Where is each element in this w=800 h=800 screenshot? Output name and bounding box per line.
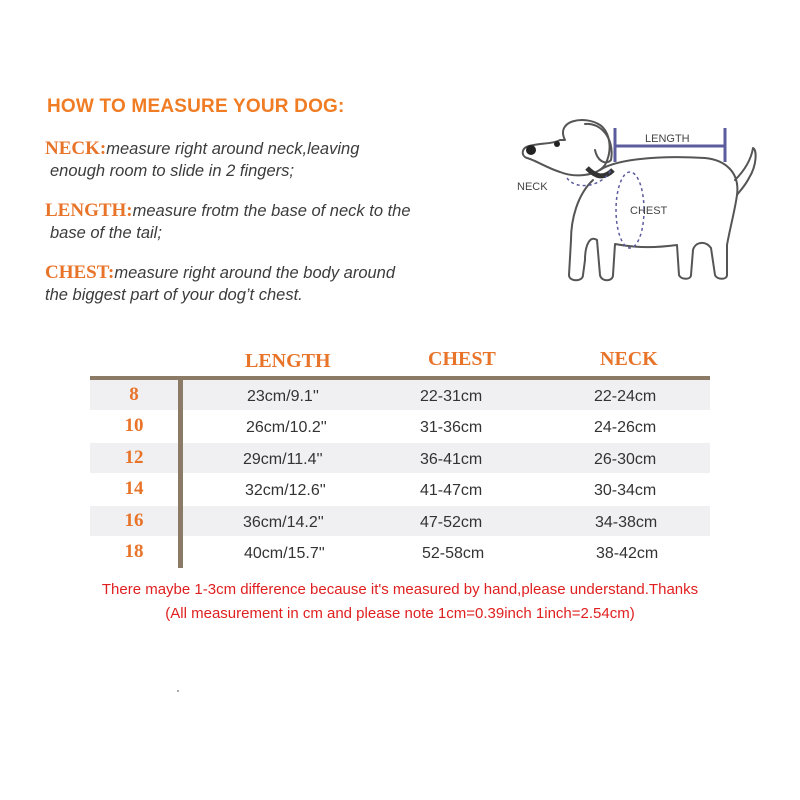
table-divider: [178, 378, 183, 568]
table-row: [90, 411, 710, 441]
neck-text-line2: enough room to slide in 2 fingers;: [50, 162, 294, 180]
table-row: [90, 380, 710, 410]
neck-cell: 38-42cm: [596, 545, 659, 562]
table-row: [90, 474, 710, 504]
chest-cell: 41-47cm: [420, 482, 483, 499]
chest-cell: 31-36cm: [420, 419, 483, 436]
neck-cell: 34-38cm: [595, 514, 658, 531]
chest-text-line2: the biggest part of your dog’t chest.: [45, 286, 303, 304]
length-cell: 36cm/14.2'': [243, 514, 324, 531]
length-cell: 40cm/15.7'': [244, 545, 325, 562]
length-cell: 26cm/10.2'': [246, 419, 327, 436]
chest-label: CHEST:: [45, 262, 115, 283]
size-cell: 18: [124, 541, 144, 562]
neck-label: NECK:: [45, 138, 107, 159]
neck-text-line1: measure right around neck,leaving: [106, 140, 360, 158]
size-cell: 12: [124, 447, 144, 468]
dog-measurement-diagram: [505, 110, 765, 300]
diagram-chest-label: CHEST: [630, 205, 668, 217]
header-length: LENGTH: [245, 350, 331, 372]
conversion-note: (All measurement in cm and please note 1cm=0.39inch 1inch=2.54cm): [165, 605, 635, 622]
dog-head-outline: [523, 120, 610, 175]
chest-cell: 47-52cm: [420, 514, 483, 531]
chest-text-line1: measure right around the body around: [114, 264, 396, 282]
neck-cell: 30-34cm: [594, 482, 657, 499]
chest-cell: 22-31cm: [420, 388, 483, 405]
size-cell: 14: [124, 478, 144, 499]
size-cell: 16: [124, 510, 144, 531]
length-cell: 32cm/12.6'': [245, 482, 326, 499]
length-label: LENGTH:: [45, 200, 133, 221]
size-cell: 10: [124, 415, 144, 436]
chest-cell: 52-58cm: [422, 545, 485, 562]
header-chest: CHEST: [428, 348, 496, 370]
page-title: HOW TO MEASURE YOUR DOG:: [47, 96, 345, 117]
dog-nose-icon: [526, 145, 536, 155]
size-cell: 8: [129, 384, 139, 405]
length-text-line2: base of the tail;: [50, 224, 162, 242]
diagram-length-label: LENGTH: [645, 133, 690, 145]
chest-cell: 36-41cm: [420, 451, 483, 468]
length-text-line1: measure frotm the base of neck to the: [132, 202, 411, 220]
table-row: [90, 537, 710, 567]
length-instruction: [45, 200, 515, 244]
neck-cell: 22-24cm: [594, 388, 657, 405]
dog-eye-icon: [554, 141, 560, 147]
neck-cell: 24-26cm: [594, 419, 657, 436]
length-cell: 29cm/11.4'': [243, 451, 323, 468]
table-row: [90, 443, 710, 473]
chest-instruction: [45, 262, 515, 306]
disclaimer-note: There maybe 1-3cm difference because it's measured by hand,please understand.Thanks: [101, 581, 699, 598]
neck-cell: 26-30cm: [594, 451, 657, 468]
stray-dot: [177, 690, 179, 692]
diagram-neck-label: NECK: [517, 181, 548, 193]
neck-instruction: [45, 138, 515, 182]
header-neck: NECK: [600, 348, 658, 370]
table-row: [90, 506, 710, 536]
length-cell: 23cm/9.1'': [247, 388, 319, 405]
